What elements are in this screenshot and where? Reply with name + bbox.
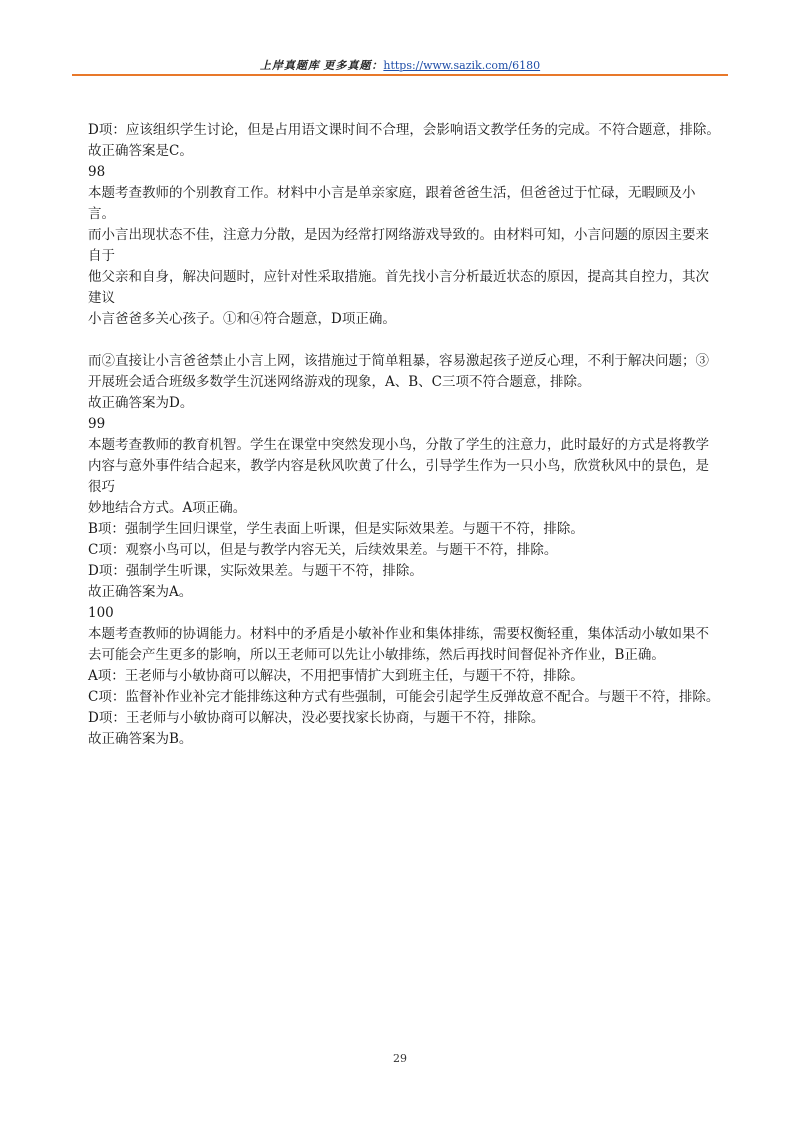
body-line: C项：观察小鸟可以，但是与教学内容无关，后续效果差。与题干不符，排除。 xyxy=(88,542,558,558)
header-label: 更多真题： xyxy=(323,59,384,72)
body-line: 去可能会产生更多的影响，所以王老师可以先让小敏排练，然后再找时间督促补齐作业，B正确。 xyxy=(88,647,665,663)
body-line: 他父亲和自身，解决问题时，应针对性采取措施。首先找小言分析最近状态的原因，提高其自控力，其次建议 xyxy=(88,269,709,306)
body-line: D项：强制学生听课，实际效果差。与题干不符，排除。 xyxy=(88,563,423,579)
body-line: 小言爸爸多关心孩子。①和④符合题意，D项正确。 xyxy=(88,311,396,327)
body-line: D项：应该组织学生讨论，但是占用语文课时间不合理，会影响语文教学任务的完成。不符合题意，排除。 xyxy=(88,122,720,138)
paragraph-gap xyxy=(88,330,720,351)
body-line: 而小言出现状态不佳，注意力分散，是因为经常打网络游戏导致的。由材料可知，小言问题的原因主要来自于 xyxy=(88,227,709,264)
body-line: 本题考查教师的个别教育工作。材料中小言是单亲家庭，跟着爸爸生活，但爸爸过于忙碌，无暇顾及小言。 xyxy=(88,185,696,222)
header-url-link[interactable]: https://www.sazik.com/6180 xyxy=(383,59,541,72)
body-line: 而②直接让小言爸爸禁止小言上网，该措施过于简单粗暴，容易激起孩子逆反心理，不利于解决问题；③ xyxy=(88,353,709,369)
body-line: 故正确答案是C。 xyxy=(88,143,193,159)
body-line: D项：王老师与小敏协商可以解决，没必要找家长协商，与题干不符，排除。 xyxy=(88,710,545,726)
header-brand: 上岸真题库 xyxy=(259,59,320,72)
question-number: 100 xyxy=(88,605,114,621)
body-line: B项：强制学生回归课堂，学生表面上听课，但是实际效果差。与题干不符，排除。 xyxy=(88,521,584,537)
question-number: 98 xyxy=(88,164,106,180)
body-line: 妙地结合方式。A项正确。 xyxy=(88,500,247,516)
body-line: 内容与意外事件结合起来，教学内容是秋风吹黄了什么，引导学生作为一只小鸟，欣赏秋风中的景色，是很巧 xyxy=(88,458,709,495)
body-line: A项：王老师与小敏协商可以解决，不用把事情扩大到班主任，与题干不符，排除。 xyxy=(88,668,584,684)
body-line: 开展班会适合班级多数学生沉迷网络游戏的现象，A、B、C三项不符合题意，排除。 xyxy=(88,374,591,390)
body-line: 本题考查教师的教育机智。学生在课堂中突然发现小鸟，分散了学生的注意力，此时最好的方式是将教学 xyxy=(88,437,709,453)
header-divider xyxy=(72,74,728,76)
page-number: 29 xyxy=(393,1052,407,1065)
body-line: C项：监督补作业补完才能排练这种方式有些强制，可能会引起学生反弹故意不配合。与题干不符，排除。 xyxy=(88,689,720,705)
question-number: 99 xyxy=(88,416,106,432)
body-line: 故正确答案为D。 xyxy=(88,395,194,411)
body-line: 本题考查教师的协调能力。材料中的矛盾是小敏补作业和集体排练，需要权衡轻重，集体活动小敏如果不 xyxy=(88,626,709,642)
document-body xyxy=(88,120,720,750)
body-line: 故正确答案为B。 xyxy=(88,731,193,747)
page-header xyxy=(72,59,728,73)
body-line: 故正确答案为A。 xyxy=(88,584,193,600)
